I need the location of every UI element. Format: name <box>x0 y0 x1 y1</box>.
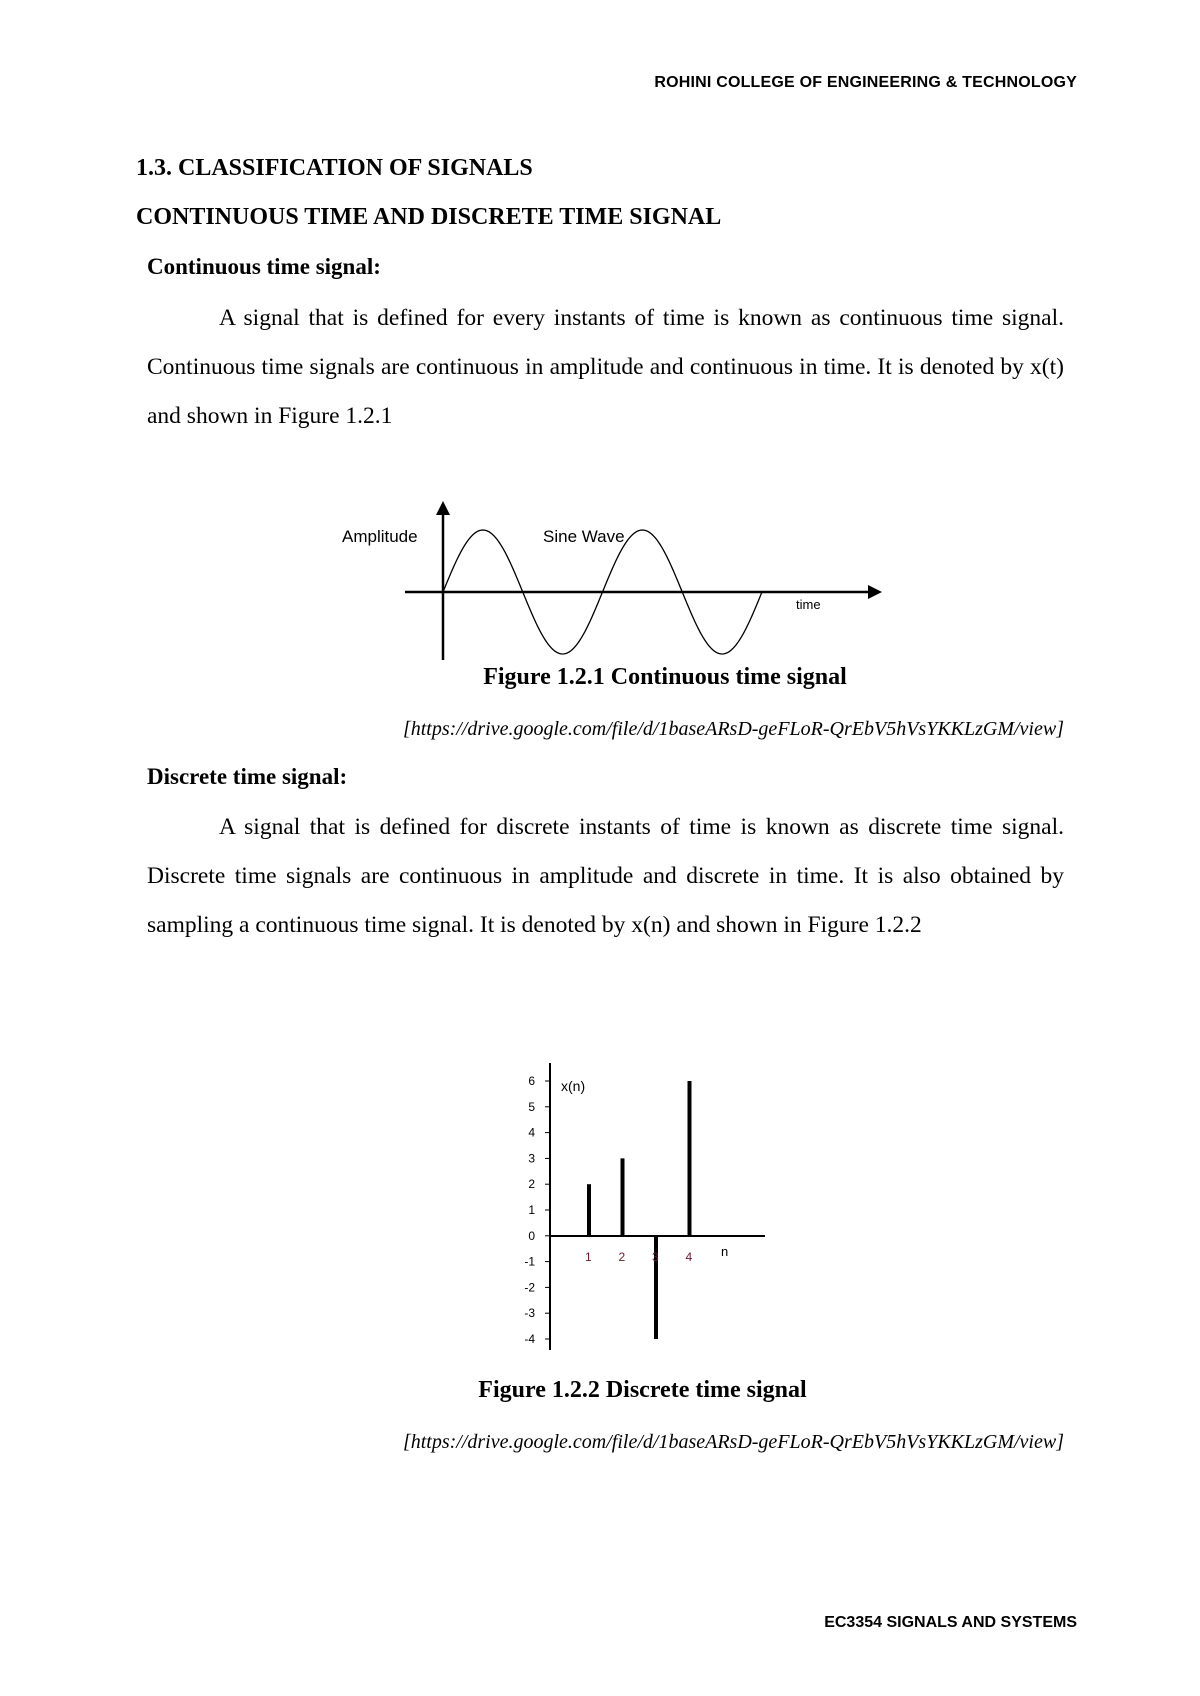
x-tick-label: 4 <box>685 1249 693 1264</box>
discrete-signal-figure <box>505 1055 775 1355</box>
y-tick-label: 1 <box>528 1203 535 1217</box>
continuous-text: A signal that is defined for every instants of time is known as continuous time signal. Continuous time signals are continuous in amplitude and continuous in time. It is denoted by x(t) and shown in Figure 1.2.1 <box>147 305 1064 429</box>
y-tick-label: 5 <box>528 1099 535 1114</box>
amplitude-label: Amplitude <box>342 527 418 546</box>
discrete-text: A signal that is defined for discrete instants of time is known as discrete time signal. Discrete time signals are continuous in amplitude and discrete in time. It is also obtained by sampling a continuous time signal. It is denoted by x(n) and shown in Figure 1.2.2 <box>147 814 1064 938</box>
y-tick-label: 2 <box>528 1177 535 1192</box>
x-tick-label: 1 <box>585 1249 592 1264</box>
y-tick-label: -3 <box>524 1306 535 1321</box>
discrete-heading: Discrete time signal: <box>147 764 348 789</box>
y-tick-label: -1 <box>524 1254 535 1269</box>
continuous-heading: Continuous time signal: <box>147 254 381 279</box>
sine-wave-figure <box>330 495 890 665</box>
x-tick-label: 2 <box>618 1249 626 1264</box>
x-tick-label: 3 <box>652 1249 659 1264</box>
page-header: ROHINI COLLEGE OF ENGINEERING & TECHNOLOGY <box>654 74 1077 91</box>
amplitude-axis-arrow <box>436 501 450 515</box>
figure-1-source: [https://drive.google.com/file/d/1baseARsD-geFLoR-QrEbV5hVsYKKLzGM/view] <box>402 718 1064 740</box>
section-title: 1.3. CLASSIFICATION OF SIGNALS <box>136 155 533 181</box>
page-footer: EC3354 SIGNALS AND SYSTEMS <box>824 1614 1077 1631</box>
y-tick-label: 6 <box>528 1074 535 1088</box>
sine-wave-title: Sine Wave <box>543 527 625 546</box>
discrete-paragraph <box>147 803 1064 950</box>
time-label: time <box>796 597 821 612</box>
n-axis-label: n <box>721 1244 729 1259</box>
y-tick-label: 3 <box>528 1151 535 1166</box>
figure-1-caption: Figure 1.2.1 Continuous time signal <box>483 664 847 690</box>
xn-label: x(n) <box>561 1078 586 1094</box>
y-tick-label: -4 <box>524 1332 535 1346</box>
time-axis-arrow <box>868 585 882 599</box>
continuous-paragraph <box>147 294 1064 441</box>
figure-2-caption: Figure 1.2.2 Discrete time signal <box>478 1377 807 1403</box>
y-tick-label: 0 <box>528 1228 535 1243</box>
figure-2-source: [https://drive.google.com/file/d/1baseARsD-geFLoR-QrEbV5hVsYKKLzGM/view] <box>402 1431 1064 1453</box>
y-tick-label: -2 <box>524 1280 535 1295</box>
subsection-title: CONTINUOUS TIME AND DISCRETE TIME SIGNAL <box>136 204 722 230</box>
y-tick-label: 4 <box>528 1125 535 1140</box>
